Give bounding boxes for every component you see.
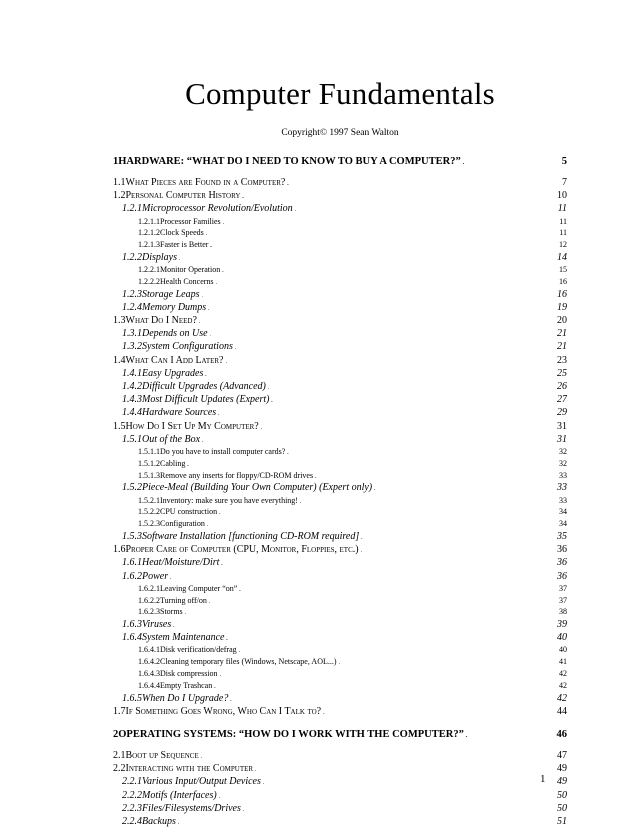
toc-dot-leader	[170, 571, 555, 582]
page-number: 1	[540, 773, 546, 785]
copyright-notice: Copyright© 1997 Sean Walton	[281, 128, 399, 138]
toc-entry-title: 2.2.1Various Input/Output Devices	[122, 776, 261, 788]
toc-entry-level-3[interactable]	[113, 407, 567, 420]
toc-entry-title: 1.6.2.2Turning off/on	[138, 595, 207, 605]
toc-entry-level-3[interactable]	[113, 203, 567, 216]
toc-entry-title: 1.4.4Hardware Sources	[122, 407, 217, 419]
toc-dot-leader	[220, 669, 551, 678]
toc-dot-leader	[226, 632, 555, 643]
toc-entry-title: 1.5.3Software Installation [functioning CD-ROM required]	[122, 530, 360, 542]
toc-entry-title: 1.6.4.2Cleaning temporary files (Windows, Netscape, AOL...)	[138, 657, 337, 667]
toc-dot-leader	[230, 693, 555, 704]
toc-entry-level-3[interactable]	[113, 434, 567, 447]
toc-entry-page: 14	[557, 251, 567, 263]
toc-dot-leader	[261, 421, 555, 432]
toc-entry-title: 2.1Boot up Sequence	[113, 750, 199, 762]
table-of-contents	[113, 146, 567, 829]
toc-entry-page: 41	[559, 657, 567, 667]
toc-entry-title: 1.2.2Displays	[122, 251, 177, 263]
toc-entry-title: 1.6.1Heat/Moisture/Dirt	[122, 557, 220, 569]
toc-entry-level-4[interactable]	[113, 265, 567, 277]
toc-dot-leader	[187, 459, 551, 468]
toc-entry-level-4[interactable]	[113, 607, 567, 619]
toc-entry-level-4[interactable]	[113, 217, 567, 229]
toc-entry-level-2[interactable]	[113, 190, 567, 203]
toc-entry-title: 2.2.3Files/Filesystems/Drives	[122, 802, 241, 814]
toc-entry-title: 1.6.3Viruses	[122, 619, 172, 631]
toc-entry-level-4[interactable]	[113, 459, 567, 471]
toc-entry-title: 1.5.1.2Cabling	[138, 458, 186, 468]
toc-dot-leader	[263, 776, 555, 787]
toc-dot-leader	[226, 355, 556, 366]
toc-entry-page: 33	[559, 495, 567, 505]
toc-dot-leader	[323, 706, 555, 717]
toc-entry-level-3[interactable]	[113, 557, 567, 570]
toc-entry-page: 16	[557, 288, 567, 300]
toc-dot-leader	[201, 750, 555, 761]
toc-entry-title: 1.2.1.3Faster is Better	[138, 240, 209, 250]
toc-entry-level-4[interactable]	[113, 681, 567, 693]
toc-entry-page: 42	[559, 680, 567, 690]
toc-entry-page: 32	[559, 446, 567, 456]
toc-entry-title: 1.5.1.1Do you have to install computer cards?	[138, 446, 286, 456]
toc-entry-title: 1.5.2.2CPU construction	[138, 507, 218, 517]
toc-entry-page: 40	[559, 645, 567, 655]
toc-entry-level-3[interactable]	[113, 790, 567, 803]
toc-entry-page: 25	[557, 367, 567, 379]
toc-dot-leader	[202, 289, 556, 300]
toc-entry-title: 1.1What Pieces are Found in a Computer?	[113, 177, 286, 188]
toc-dot-leader	[219, 790, 555, 801]
toc-entry-title: 1.2.3Storage Leaps	[122, 288, 200, 300]
toc-entry-level-4[interactable]	[113, 669, 567, 681]
toc-dot-leader	[239, 584, 551, 593]
toc-entry-title: 2.2.4Backups	[122, 815, 176, 827]
toc-dot-leader	[199, 315, 555, 326]
toc-entry-page: 37	[559, 595, 567, 605]
toc-entry-title: 1.2.2.2Health Concerns	[138, 276, 214, 286]
toc-entry-level-3[interactable]	[113, 328, 567, 341]
toc-entry-title: 1.4.1Easy Upgrades	[122, 367, 204, 379]
toc-dot-leader	[218, 407, 555, 418]
toc-dot-leader	[287, 177, 560, 188]
toc-entry-title: 1.2.1.1Processor Families	[138, 216, 221, 226]
toc-entry-page: 16	[559, 276, 567, 286]
toc-entry-level-4[interactable]	[113, 447, 567, 459]
toc-entry-title: 1.6.4.3Disk compression	[138, 669, 218, 679]
toc-entry-page: 47	[557, 750, 567, 762]
toc-dot-leader	[374, 482, 555, 493]
toc-entry-level-3[interactable]	[113, 394, 567, 407]
toc-dot-leader	[214, 681, 551, 690]
toc-entry-page: 7	[562, 177, 567, 188]
toc-entry-page: 19	[557, 301, 567, 313]
toc-entry-level-1[interactable]	[113, 156, 567, 169]
toc-entry-level-4[interactable]	[113, 240, 567, 252]
toc-entry-title: 1.5.1.3Remove any inserts for floppy/CD-ROM drives	[138, 470, 314, 480]
toc-entry-page: 32	[559, 458, 567, 468]
toc-entry-title: 1.5How Do I Set Up My Computer?	[113, 420, 259, 432]
toc-entry-level-4[interactable]	[113, 507, 567, 519]
toc-entry-level-3[interactable]	[113, 302, 567, 315]
toc-entry-title: 1.3.2System Configurations	[122, 341, 233, 353]
toc-entry-level-3[interactable]	[113, 368, 567, 381]
toc-entry-title: 1.5.2.3Configuration	[138, 519, 205, 529]
toc-entry-page: 35	[557, 530, 567, 542]
toc-dot-leader	[463, 156, 560, 167]
toc-dot-leader	[361, 544, 555, 555]
toc-entry-page: 42	[559, 669, 567, 679]
toc-entry-level-3[interactable]	[113, 252, 567, 265]
toc-dot-leader	[210, 328, 555, 339]
toc-entry-page: 36	[557, 570, 567, 582]
toc-entry-title: 1.2.4Memory Dumps	[122, 301, 207, 313]
toc-dot-leader	[179, 252, 555, 263]
toc-dot-leader	[268, 381, 555, 392]
toc-dot-leader	[239, 645, 551, 654]
toc-entry-title: 1.5.1Out of the Box	[122, 433, 201, 445]
toc-entry-page: 27	[557, 394, 567, 406]
toc-entry-level-1[interactable]	[113, 729, 567, 742]
toc-dot-leader	[173, 619, 555, 630]
toc-dot-leader	[219, 507, 551, 516]
toc-entry-level-3[interactable]	[113, 619, 567, 632]
toc-dot-leader	[209, 596, 551, 605]
toc-entry-page: 33	[559, 470, 567, 480]
toc-entry-title: 1.6Proper Care of Computer (CPU, Monitor, Floppies, etc.)	[113, 544, 359, 556]
toc-entry-level-2[interactable]	[113, 177, 567, 190]
toc-entry-level-3[interactable]	[113, 482, 567, 495]
toc-entry-level-4[interactable]	[113, 657, 567, 669]
toc-entry-level-4[interactable]	[113, 584, 567, 596]
toc-dot-leader	[216, 277, 551, 286]
toc-entry-page: 15	[559, 265, 567, 275]
toc-entry-title: 1.3What Do I Need?	[113, 315, 197, 327]
toc-entry-page: 11	[559, 216, 567, 226]
toc-entry-page: 39	[557, 619, 567, 631]
toc-dot-leader	[339, 657, 551, 666]
toc-dot-leader	[178, 816, 555, 827]
toc-entry-title: 2OPERATING SYSTEMS: “HOW DO I WORK WITH THE COMPUTER?”	[113, 729, 464, 741]
toc-entry-level-4[interactable]	[113, 519, 567, 531]
toc-dot-leader	[207, 519, 551, 528]
toc-dot-leader	[208, 302, 555, 313]
toc-entry-title: 1.3.1Depends on Use	[122, 328, 208, 340]
toc-entry-level-4[interactable]	[113, 645, 567, 657]
toc-entry-level-3[interactable]	[113, 341, 567, 354]
toc-entry-page: 10	[557, 190, 567, 202]
toc-entry-page: 11	[559, 228, 567, 238]
toc-entry-title: 1.5.2.1Inventory: make sure you have everything!	[138, 495, 298, 505]
toc-entry-level-3[interactable]	[113, 531, 567, 544]
toc-entry-level-3[interactable]	[113, 381, 567, 394]
toc-dot-leader	[185, 607, 551, 616]
toc-entry-page: 26	[557, 381, 567, 393]
toc-entry-page: 49	[557, 776, 567, 788]
toc-entry-page: 31	[557, 420, 567, 432]
toc-dot-leader	[243, 803, 555, 814]
toc-entry-title: 1.4.2Difficult Upgrades (Advanced)	[122, 381, 266, 393]
toc-entry-title: 1HARDWARE: “WHAT DO I NEED TO KNOW TO BUY A COMPUTER?”	[113, 156, 461, 167]
toc-entry-page: 21	[557, 328, 567, 340]
toc-entry-page: 21	[557, 341, 567, 353]
toc-entry-page: 51	[557, 815, 567, 827]
toc-entry-title: 1.5.2Piece-Meal (Building Your Own Computer) (Expert only)	[122, 482, 373, 494]
toc-entry-page: 49	[557, 763, 567, 775]
toc-entry-title: 1.2.2.1Monitor Operation	[138, 265, 221, 275]
toc-entry-level-3[interactable]	[113, 776, 567, 789]
toc-entry-level-3[interactable]	[113, 571, 567, 584]
toc-entry-level-2[interactable]	[113, 355, 567, 368]
toc-entry-page: 5	[561, 156, 567, 167]
toc-entry-title: 1.6.4.4Empty Trashcan	[138, 680, 213, 690]
toc-entry-level-4[interactable]	[113, 496, 567, 508]
toc-entry-level-2[interactable]	[113, 706, 567, 719]
toc-entry-level-2[interactable]	[113, 763, 567, 776]
toc-dot-leader	[210, 240, 551, 249]
toc-entry-page: 33	[557, 482, 567, 494]
toc-entry-title: 1.2Personal Computer History	[113, 190, 241, 202]
toc-entry-page: 50	[557, 789, 567, 801]
toc-entry-title: 1.6.2.3Storms	[138, 607, 183, 617]
toc-entry-title: 1.6.5When Do I Upgrade?	[122, 692, 229, 704]
toc-dot-leader	[206, 228, 551, 237]
page-title: Computer Fundamentals	[185, 76, 495, 111]
toc-dot-leader	[466, 729, 555, 740]
toc-dot-leader	[235, 341, 555, 352]
toc-entry-level-4[interactable]	[113, 228, 567, 240]
toc-entry-page: 40	[557, 632, 567, 644]
toc-entry-level-2[interactable]	[113, 315, 567, 328]
toc-entry-level-3[interactable]	[113, 803, 567, 816]
toc-entry-page: 12	[559, 240, 567, 250]
toc-entry-title: 1.6.2Power	[122, 570, 169, 582]
toc-entry-title: 1.6.2.1Leaving Computer “on”	[138, 583, 238, 593]
toc-entry-title: 1.4.3Most Difficult Updates (Expert)	[122, 394, 270, 406]
toc-entry-page: 23	[557, 354, 567, 366]
toc-entry-level-3[interactable]	[113, 816, 567, 829]
toc-dot-leader	[221, 557, 555, 568]
toc-dot-leader	[242, 190, 555, 201]
toc-entry-page: 37	[559, 583, 567, 593]
toc-entry-page: 50	[557, 802, 567, 814]
toc-dot-leader	[295, 203, 556, 214]
toc-entry-title: 1.6.4.1Disk verification/defrag	[138, 645, 237, 655]
toc-entry-title: 1.6.4System Maintenance	[122, 632, 225, 644]
toc-entry-level-2[interactable]	[113, 544, 567, 557]
toc-dot-leader	[205, 368, 555, 379]
toc-dot-leader	[361, 531, 555, 542]
toc-dot-leader	[202, 434, 555, 445]
toc-dot-leader	[255, 763, 555, 774]
toc-dot-leader	[315, 471, 551, 480]
toc-dot-leader	[271, 394, 555, 405]
toc-entry-page: 42	[557, 692, 567, 704]
toc-entry-level-3[interactable]	[113, 632, 567, 645]
toc-entry-level-4[interactable]	[113, 596, 567, 608]
toc-entry-level-4[interactable]	[113, 277, 567, 289]
toc-entry-page: 46	[556, 729, 567, 741]
toc-entry-page: 38	[559, 607, 567, 617]
toc-entry-level-3[interactable]	[113, 693, 567, 706]
toc-entry-title: 1.2.1.2Clock Speeds	[138, 228, 204, 238]
toc-dot-leader	[300, 496, 551, 505]
toc-dot-leader	[287, 447, 551, 456]
toc-entry-level-3[interactable]	[113, 289, 567, 302]
toc-entry-title: 1.4What Can I Add Later?	[113, 354, 224, 366]
toc-entry-title: 2.2Interacting with the Computer	[113, 763, 254, 775]
toc-entry-title: 1.7If Something Goes Wrong, Who Can I Talk to?	[113, 705, 322, 717]
toc-entry-page: 34	[559, 519, 567, 529]
toc-entry-title: 2.2.2Motifs (Interfaces)	[122, 789, 217, 801]
toc-entry-page: 20	[557, 315, 567, 327]
toc-dot-leader	[222, 265, 551, 274]
toc-entry-page: 44	[557, 705, 567, 717]
toc-entry-page: 36	[557, 557, 567, 569]
toc-entry-page: 29	[557, 407, 567, 419]
toc-dot-leader	[223, 217, 551, 226]
toc-entry-title: 1.2.1Microprocessor Revolution/Evolution	[122, 203, 293, 215]
toc-entry-level-2[interactable]	[113, 750, 567, 763]
toc-entry-page: 36	[557, 544, 567, 556]
toc-entry-level-4[interactable]	[113, 471, 567, 483]
toc-entry-page: 31	[557, 433, 567, 445]
toc-entry-level-2[interactable]	[113, 421, 567, 434]
toc-entry-page: 34	[559, 507, 567, 517]
toc-entry-page: 11	[557, 203, 567, 215]
